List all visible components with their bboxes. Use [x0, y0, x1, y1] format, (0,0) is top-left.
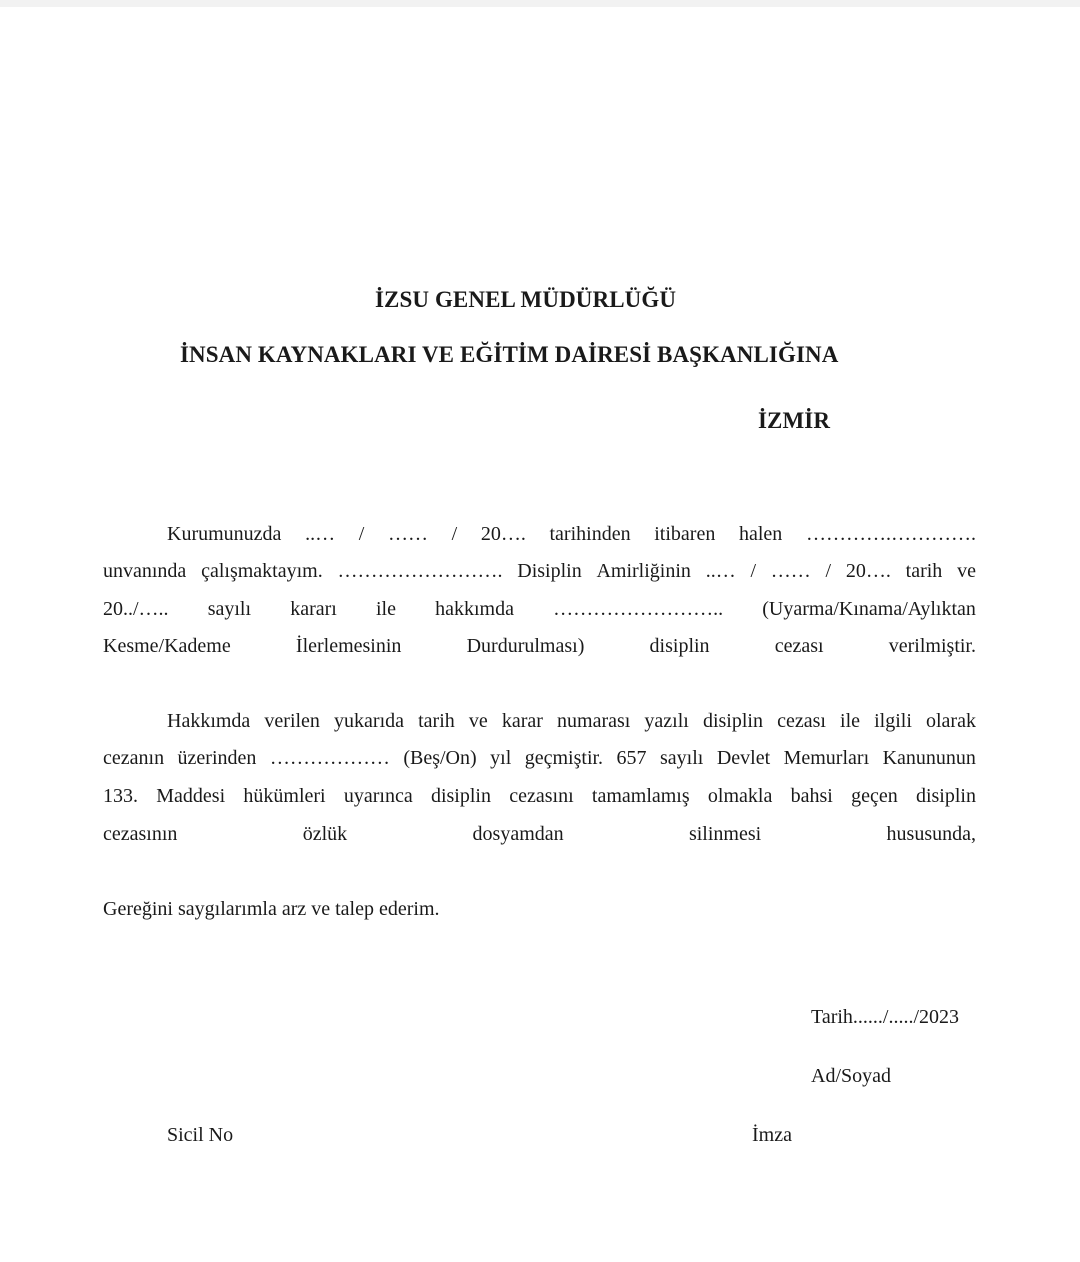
word: Amirliğinin: [596, 560, 691, 582]
word: (Beş/On): [403, 747, 477, 769]
paragraph2-line: [103, 820, 976, 848]
word: olmakla: [707, 785, 773, 807]
word: Kanununun: [882, 747, 976, 769]
word: Memurları: [783, 747, 870, 769]
word: Durdurulması): [466, 635, 585, 657]
word: ilgili: [874, 710, 912, 732]
word: ile: [840, 710, 861, 732]
word: ………………: [269, 747, 390, 769]
word: cezanın: [103, 747, 165, 769]
word: 133.: [103, 785, 138, 807]
word: /: [750, 560, 757, 582]
word: ve: [957, 560, 976, 582]
word: çalışmaktayım.: [201, 560, 323, 582]
paragraph1-line: [103, 632, 976, 660]
word: disiplin: [430, 785, 491, 807]
word: tamamlamış: [591, 785, 690, 807]
word: cezasını: [509, 785, 574, 807]
word: disiplin: [702, 710, 763, 732]
paragraph2-line: [103, 782, 976, 810]
word: sayılı: [660, 747, 704, 769]
word: itibaren: [654, 523, 716, 545]
paragraph1-line: [103, 595, 976, 623]
word: 20….: [845, 560, 891, 582]
paragraph2-line: [103, 744, 976, 772]
word: 20….: [480, 523, 526, 545]
word: Hakkımda: [167, 710, 251, 732]
word: ……: [387, 523, 428, 545]
word: uyarınca: [343, 785, 413, 807]
word: unvanında: [103, 560, 187, 582]
word: Maddesi: [156, 785, 226, 807]
word: özlük: [302, 823, 348, 845]
word: 20../…..: [103, 598, 169, 620]
word: Kurumunuzda: [167, 523, 282, 545]
word: Devlet: [716, 747, 771, 769]
word: tarih: [418, 710, 455, 732]
word: hususunda,: [886, 823, 976, 845]
word: yukarıda: [334, 710, 405, 732]
word: geçen: [851, 785, 898, 807]
word: ..…: [305, 523, 336, 545]
word: karar: [501, 710, 543, 732]
word: hükümleri: [243, 785, 326, 807]
word: disiplin: [649, 635, 710, 657]
recipient-city: İZMİR: [758, 408, 831, 433]
word: İlerlemesinin: [295, 635, 402, 657]
word: /: [825, 560, 832, 582]
word: ………….………….: [805, 523, 976, 545]
word: tarihinden: [549, 523, 631, 545]
word: ve: [468, 710, 488, 732]
word: yazılı: [644, 710, 689, 732]
word: ile: [375, 598, 396, 620]
word: cezası: [777, 710, 826, 732]
word: cezası: [774, 635, 824, 657]
name-field: Ad/Soyad: [811, 1065, 891, 1087]
top-strip: [0, 0, 1080, 7]
word: tarih: [905, 560, 943, 582]
word: …………………….: [337, 560, 503, 582]
word: ……: [770, 560, 811, 582]
word: /: [451, 523, 458, 545]
word: silinmesi: [688, 823, 762, 845]
paragraph1-line: [167, 520, 976, 548]
word: ..…: [705, 560, 736, 582]
word: verilmiştir.: [888, 635, 976, 657]
word: olarak: [926, 710, 976, 732]
closing-sentence: Gereğini saygılarımla arz ve talep ederim.: [103, 898, 440, 920]
registry-number-field: Sicil No: [167, 1124, 234, 1146]
recipient-organization: İZSU GENEL MÜDÜRLÜĞÜ: [375, 287, 677, 312]
recipient-department: İNSAN KAYNAKLARI VE EĞİTİM DAİRESİ BAŞKANLIĞINA: [180, 342, 839, 367]
word: Disiplin: [517, 560, 582, 582]
word: cezasının: [103, 823, 178, 845]
paragraph2-line: [167, 707, 976, 735]
word: bahsi: [790, 785, 833, 807]
word: yıl: [490, 747, 512, 769]
word: dosyamdan: [472, 823, 564, 845]
word: kararı: [290, 598, 337, 620]
word: /: [358, 523, 365, 545]
word: disiplin: [915, 785, 976, 807]
word: numarası: [557, 710, 631, 732]
paragraph1-line: [103, 557, 976, 585]
signature-field: İmza: [752, 1124, 792, 1146]
date-field: Tarih....../...../2023: [811, 1006, 960, 1028]
word: ……………………..: [553, 598, 724, 620]
word: 657: [616, 747, 647, 769]
word: sayılı: [207, 598, 252, 620]
word: halen: [738, 523, 783, 545]
word: Kesme/Kademe: [103, 635, 231, 657]
word: hakkımda: [435, 598, 514, 620]
word: (Uyarma/Kınama/Aylıktan: [762, 598, 976, 620]
word: geçmiştir.: [524, 747, 604, 769]
word: verilen: [264, 710, 320, 732]
word: üzerinden: [177, 747, 257, 769]
